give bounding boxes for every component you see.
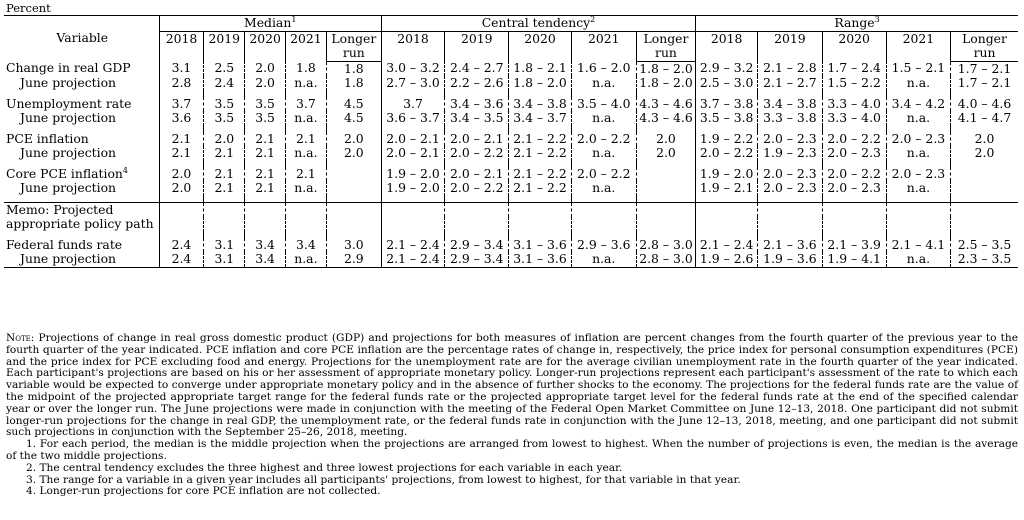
cell-value: 2.1 – 2.2: [509, 181, 571, 196]
cell-value: 1.8 – 2.1: [509, 61, 571, 76]
empty-cell: [571, 217, 636, 232]
cell-value: n.a.: [571, 252, 636, 267]
group-header-central-tendency: Central tendency$^2$: [381, 16, 695, 32]
table-row: [4, 181, 1018, 196]
cell-value: 2.0 – 2.3: [822, 146, 886, 161]
cell-value: 2.1 – 4.1: [886, 238, 950, 253]
cell-value: 3.1 – 3.6: [509, 252, 571, 267]
row-label: Federal funds rate: [6, 237, 123, 252]
cell-value: 2.0 – 2.2: [571, 132, 636, 147]
table-row: [4, 167, 1018, 182]
cell-value: 4.0 – 4.6: [951, 97, 1018, 112]
row-label: Change in real GDP: [6, 61, 131, 76]
year-header: 2018: [381, 31, 444, 61]
cell-value: 2.9 – 3.4: [445, 252, 509, 267]
group-header-median: Median$^1$: [159, 16, 381, 32]
year-header: 2021: [286, 31, 327, 61]
row-label: June projection: [4, 252, 159, 267]
cell-value: 2.0: [159, 167, 204, 182]
cell-value: 2.1: [159, 132, 204, 147]
memo-label: Memo: Projected: [4, 202, 159, 217]
cell-value: 2.0 – 2.1: [381, 132, 444, 147]
longer-run-header-bottom: run: [326, 46, 381, 61]
year-header: 2020: [245, 31, 286, 61]
cell-value: 2.0 – 2.2: [822, 167, 886, 182]
empty-cell: [286, 202, 327, 217]
empty-cell: [696, 202, 758, 217]
cell-value: 2.1: [204, 167, 245, 182]
group-header-range: Range$^3$: [696, 16, 1018, 32]
year-header: 2018: [159, 31, 204, 61]
cell-value: [951, 167, 1018, 182]
year-header: 2019: [758, 31, 822, 61]
cell-value: 2.1 – 2.2: [509, 167, 571, 182]
cell-value: n.a.: [886, 111, 950, 126]
footnote-2: 2. The central tendency excludes the three highest and three lowest projections for each variable in each year.: [26, 461, 623, 474]
cell-value: [636, 167, 695, 182]
cell-value: 2.9 – 3.4: [445, 238, 509, 253]
cell-value: 3.5 – 4.0: [571, 97, 636, 112]
cell-value: 2.8 – 3.0: [636, 238, 695, 253]
cell-value: 2.5 – 3.5: [951, 238, 1018, 253]
table-row: [4, 61, 1018, 76]
empty-cell: [445, 217, 509, 232]
cell-value: 3.1: [159, 61, 204, 76]
cell-value: 2.8: [159, 76, 204, 91]
longer-run-header: Longer: [636, 31, 695, 46]
year-header: 2019: [445, 31, 509, 61]
cell-value: 2.1 – 2.8: [758, 61, 822, 76]
cell-value: n.a.: [286, 76, 327, 91]
empty-cell: [758, 217, 822, 232]
cell-value: 2.0 – 2.1: [445, 132, 509, 147]
unit-label: Percent: [6, 1, 51, 15]
empty-cell: [245, 202, 286, 217]
table-row: [4, 111, 1018, 126]
longer-run-header: Longer: [951, 31, 1018, 46]
empty-cell: [286, 217, 327, 232]
empty-cell: [758, 202, 822, 217]
empty-cell: [326, 217, 381, 232]
cell-value: 2.0: [159, 181, 204, 196]
empty-cell: [159, 217, 204, 232]
cell-value: 2.0: [951, 132, 1018, 147]
cell-value: 2.1: [245, 181, 286, 196]
cell-value: 3.7 – 3.8: [696, 97, 758, 112]
cell-value: 2.0 – 2.3: [886, 167, 950, 182]
cell-value: 4.3 – 4.6: [636, 111, 695, 126]
cell-value: 2.0 – 2.3: [758, 181, 822, 196]
cell-value: n.a.: [571, 111, 636, 126]
table-row: [4, 132, 1018, 147]
cell-value: 1.7 – 2.1: [951, 76, 1018, 91]
cell-value: n.a.: [286, 181, 327, 196]
cell-value: 2.2 – 2.6: [445, 76, 509, 91]
cell-value: 2.7 – 3.0: [381, 76, 444, 91]
year-header: 2019: [204, 31, 245, 61]
empty-cell: [886, 202, 950, 217]
cell-value: 1.9 – 2.1: [696, 181, 758, 196]
footnote-4: 4. Longer-run projections for core PCE inflation are not collected.: [26, 485, 381, 498]
cell-value: 3.1: [204, 238, 245, 253]
empty-cell: [696, 217, 758, 232]
cell-value: 2.0: [326, 146, 381, 161]
cell-value: 2.1: [245, 132, 286, 147]
cell-value: 3.4: [286, 238, 327, 253]
table-body: [4, 61, 1018, 267]
cell-value: 3.0: [326, 238, 381, 253]
cell-value: 2.1 – 3.6: [758, 238, 822, 253]
empty-cell: [886, 217, 950, 232]
year-header: 2021: [886, 31, 950, 61]
year-header: 2018: [696, 31, 758, 61]
year-header: 2020: [822, 31, 886, 61]
cell-value: 2.8 – 3.0: [636, 252, 695, 267]
cell-value: 3.4 – 3.6: [445, 97, 509, 112]
cell-value: n.a.: [286, 111, 327, 126]
cell-value: 3.1 – 3.6: [509, 238, 571, 253]
cell-value: 2.0: [245, 76, 286, 91]
cell-value: [326, 181, 381, 196]
cell-value: 3.5 – 3.8: [696, 111, 758, 126]
row-label: June projection: [20, 181, 117, 195]
table-row: [4, 146, 1018, 161]
cell-value: 1.8: [326, 76, 381, 91]
row-label: Unemployment rate: [6, 96, 132, 111]
cell-value: 2.0 – 2.3: [758, 132, 822, 147]
cell-value: 1.8 – 2.0: [636, 76, 695, 91]
cell-value: 2.1 – 2.4: [696, 238, 758, 253]
cell-value: 1.9 – 2.0: [696, 167, 758, 182]
cell-value: 2.1 – 3.9: [822, 238, 886, 253]
cell-value: 2.0: [245, 61, 286, 76]
cell-value: 3.4: [245, 238, 286, 253]
table-row: [4, 76, 1018, 91]
cell-value: 1.8 – 2.0: [636, 61, 695, 76]
cell-value: 1.9 – 2.3: [758, 146, 822, 161]
cell-value: 1.9 – 2.0: [381, 181, 444, 196]
cell-value: 2.1: [245, 146, 286, 161]
cell-value: 3.3 – 3.8: [758, 111, 822, 126]
cell-value: 2.9 – 3.2: [696, 61, 758, 76]
cell-value: 4.1 – 4.7: [951, 111, 1018, 126]
empty-cell: [204, 217, 245, 232]
cell-value: n.a.: [886, 252, 950, 267]
cell-value: 2.9 – 3.6: [571, 238, 636, 253]
cell-value: 1.9 – 2.2: [696, 132, 758, 147]
cell-value: 2.0 – 2.2: [571, 167, 636, 182]
cell-value: 1.8: [286, 61, 327, 76]
empty-cell: [381, 202, 444, 217]
cell-value: 2.5 – 3.0: [696, 76, 758, 91]
cell-value: n.a.: [286, 252, 327, 267]
cell-value: 2.1 – 2.4: [381, 238, 444, 253]
cell-value: 1.8: [326, 61, 381, 76]
row-label: June projection: [20, 146, 117, 160]
projections-table: [4, 15, 1018, 268]
cell-value: 3.5: [204, 97, 245, 112]
cell-value: 2.0 – 2.1: [445, 167, 509, 182]
row-label: June projection: [20, 111, 117, 125]
cell-value: 2.4: [204, 76, 245, 91]
cell-value: 1.6 – 2.0: [571, 61, 636, 76]
cell-value: 2.0: [204, 132, 245, 147]
memo-row: [4, 202, 1018, 217]
cell-value: 3.4 – 3.7: [509, 111, 571, 126]
cell-value: 2.0: [636, 146, 695, 161]
cell-value: 1.5 – 2.1: [886, 61, 950, 76]
table-row: [4, 252, 1018, 267]
note-label: Note:: [6, 332, 35, 344]
cell-value: 3.4 – 4.2: [886, 97, 950, 112]
cell-value: 2.1: [159, 146, 204, 161]
cell-value: 2.4: [159, 238, 204, 253]
table-row: [4, 238, 1018, 253]
cell-value: n.a.: [886, 76, 950, 91]
cell-value: 2.0 – 2.2: [445, 146, 509, 161]
cell-value: n.a.: [571, 181, 636, 196]
footnote-1: 1. For each period, the median is the middle projection when the projections are arranged from lowest to highest. When the number of projections is even, the median is the average of the two middle projections.: [6, 438, 1018, 462]
header-row-groups: [4, 16, 1018, 32]
cell-value: 4.3 – 4.6: [636, 97, 695, 112]
cell-value: 3.6 – 3.7: [381, 111, 444, 126]
cell-value: 2.0 – 2.2: [822, 132, 886, 147]
cell-value: 3.1: [204, 252, 245, 267]
cell-value: [326, 167, 381, 182]
longer-run-header-bottom: run: [636, 46, 695, 61]
cell-value: n.a.: [571, 76, 636, 91]
cell-value: [636, 181, 695, 196]
cell-value: 2.1 – 2.2: [509, 146, 571, 161]
empty-cell: [951, 217, 1018, 232]
variable-header: Variable: [4, 16, 159, 62]
cell-value: 3.3 – 4.0: [822, 111, 886, 126]
cell-value: n.a.: [286, 146, 327, 161]
empty-cell: [509, 202, 571, 217]
cell-value: 1.5 – 2.2: [822, 76, 886, 91]
note-paragraph: [6, 333, 1018, 439]
cell-value: 3.7: [286, 97, 327, 112]
cell-value: 2.5: [204, 61, 245, 76]
cell-value: 2.1: [286, 167, 327, 182]
row-label: Core PCE inflation$^4$: [6, 166, 129, 181]
cell-value: 3.0 – 3.2: [381, 61, 444, 76]
row-label: June projection: [20, 76, 117, 90]
cell-value: 3.4 – 3.8: [509, 97, 571, 112]
cell-value: n.a.: [571, 146, 636, 161]
cell-value: 2.1: [204, 146, 245, 161]
cell-value: 4.5: [326, 97, 381, 112]
longer-run-header-bottom: run: [951, 46, 1018, 61]
longer-run-header: Longer: [326, 31, 381, 46]
cell-value: 3.5: [245, 97, 286, 112]
empty-cell: [822, 217, 886, 232]
year-header: 2020: [509, 31, 571, 61]
empty-cell: [509, 217, 571, 232]
cell-value: 2.0: [326, 132, 381, 147]
empty-cell: [636, 202, 695, 217]
cell-value: 3.4 – 3.5: [445, 111, 509, 126]
cell-value: 3.4: [245, 252, 286, 267]
cell-value: 3.3 – 4.0: [822, 97, 886, 112]
empty-cell: [445, 202, 509, 217]
cell-value: 2.4 – 2.7: [445, 61, 509, 76]
empty-cell: [822, 202, 886, 217]
empty-cell: [204, 202, 245, 217]
empty-cell: [245, 217, 286, 232]
cell-value: 2.3 – 3.5: [951, 252, 1018, 267]
cell-value: 2.1 – 2.2: [509, 132, 571, 147]
row-label: PCE inflation: [6, 131, 89, 146]
cell-value: 2.4: [159, 252, 204, 267]
cell-value: 1.9 – 4.1: [822, 252, 886, 267]
cell-value: [951, 181, 1018, 196]
cell-value: 2.0 – 2.2: [696, 146, 758, 161]
empty-cell: [951, 202, 1018, 217]
year-header: 2021: [571, 31, 636, 61]
cell-value: 3.6: [159, 111, 204, 126]
empty-cell: [636, 217, 695, 232]
cell-value: 2.0 – 2.2: [445, 181, 509, 196]
cell-value: 2.0: [636, 132, 695, 147]
cell-value: 1.8 – 2.0: [509, 76, 571, 91]
cell-value: 2.0 – 2.3: [886, 132, 950, 147]
footnote-3: 3. The range for a variable in a given year includes all participants' projections, from lowest to highest, for that variable in that year.: [26, 473, 741, 486]
memo-label: appropriate policy path: [6, 217, 154, 231]
memo-row: [4, 217, 1018, 232]
table-row: [4, 97, 1018, 112]
cell-value: n.a.: [886, 146, 950, 161]
note-text: Projections of change in real gross domestic product (GDP) and projections for both measures of inflation are percent changes from the fourth quarter of the previous year to the fourth quarter of the year indicated. PCE inflation and core PCE inflation are the percentage rates of change in, respectively, the price index for personal consumption expenditures (PCE) and the price index for PCE excluding food and energy. Projections for the unemployment rate are for the average civilian unemployment rate in the fourth quarter of the year indicated. Each participant's projections are based on his or her assessment of appropriate monetary policy. Longer-run projections represent each participant's assessment of the rate to which each variable would be expected to converge under appropriate monetary policy and in the absence of further shocks to the economy. The projections for the federal funds rate are the value of the midpoint of the projected appropriate target range for the federal funds rate or the projected appropriate target level for the federal funds rate at the end of the specified calendar year or over the longer run. The June projections were made in conjunction with the meeting of the Federal Open Market Committee on June 12–13, 2018. One participant did not submit longer-run projections for the change in real GDP, the unemployment rate, or the federal funds rate in conjunction with the June 12–13, 2018, meeting, and one participant did not submit such projections in conjunction with the September 25–26, 2018, meeting.: [6, 332, 1018, 439]
cell-value: 1.9 – 3.6: [758, 252, 822, 267]
cell-value: 2.1 – 2.4: [381, 252, 444, 267]
empty-cell: [326, 202, 381, 217]
cell-value: 2.1 – 2.7: [758, 76, 822, 91]
cell-value: n.a.: [886, 181, 950, 196]
empty-cell: [571, 202, 636, 217]
cell-value: 3.5: [204, 111, 245, 126]
cell-value: 1.9 – 2.6: [696, 252, 758, 267]
table-notes: [6, 333, 1018, 498]
empty-cell: [159, 202, 204, 217]
cell-value: 1.9 – 2.0: [381, 167, 444, 182]
cell-value: 3.4 – 3.8: [758, 97, 822, 112]
cell-value: 2.0 – 2.3: [822, 181, 886, 196]
cell-value: 1.7 – 2.1: [951, 61, 1018, 76]
cell-value: 3.5: [245, 111, 286, 126]
cell-value: 2.9: [326, 252, 381, 267]
cell-value: 3.7: [159, 97, 204, 112]
cell-value: 2.1: [286, 132, 327, 147]
cell-value: 2.1: [204, 181, 245, 196]
cell-value: 4.5: [326, 111, 381, 126]
cell-value: 2.1: [245, 167, 286, 182]
cell-value: 2.0 – 2.3: [758, 167, 822, 182]
cell-value: 1.7 – 2.4: [822, 61, 886, 76]
cell-value: 2.0: [951, 146, 1018, 161]
cell-value: 3.7: [381, 97, 444, 112]
empty-cell: [381, 217, 444, 232]
cell-value: 2.0 – 2.1: [381, 146, 444, 161]
